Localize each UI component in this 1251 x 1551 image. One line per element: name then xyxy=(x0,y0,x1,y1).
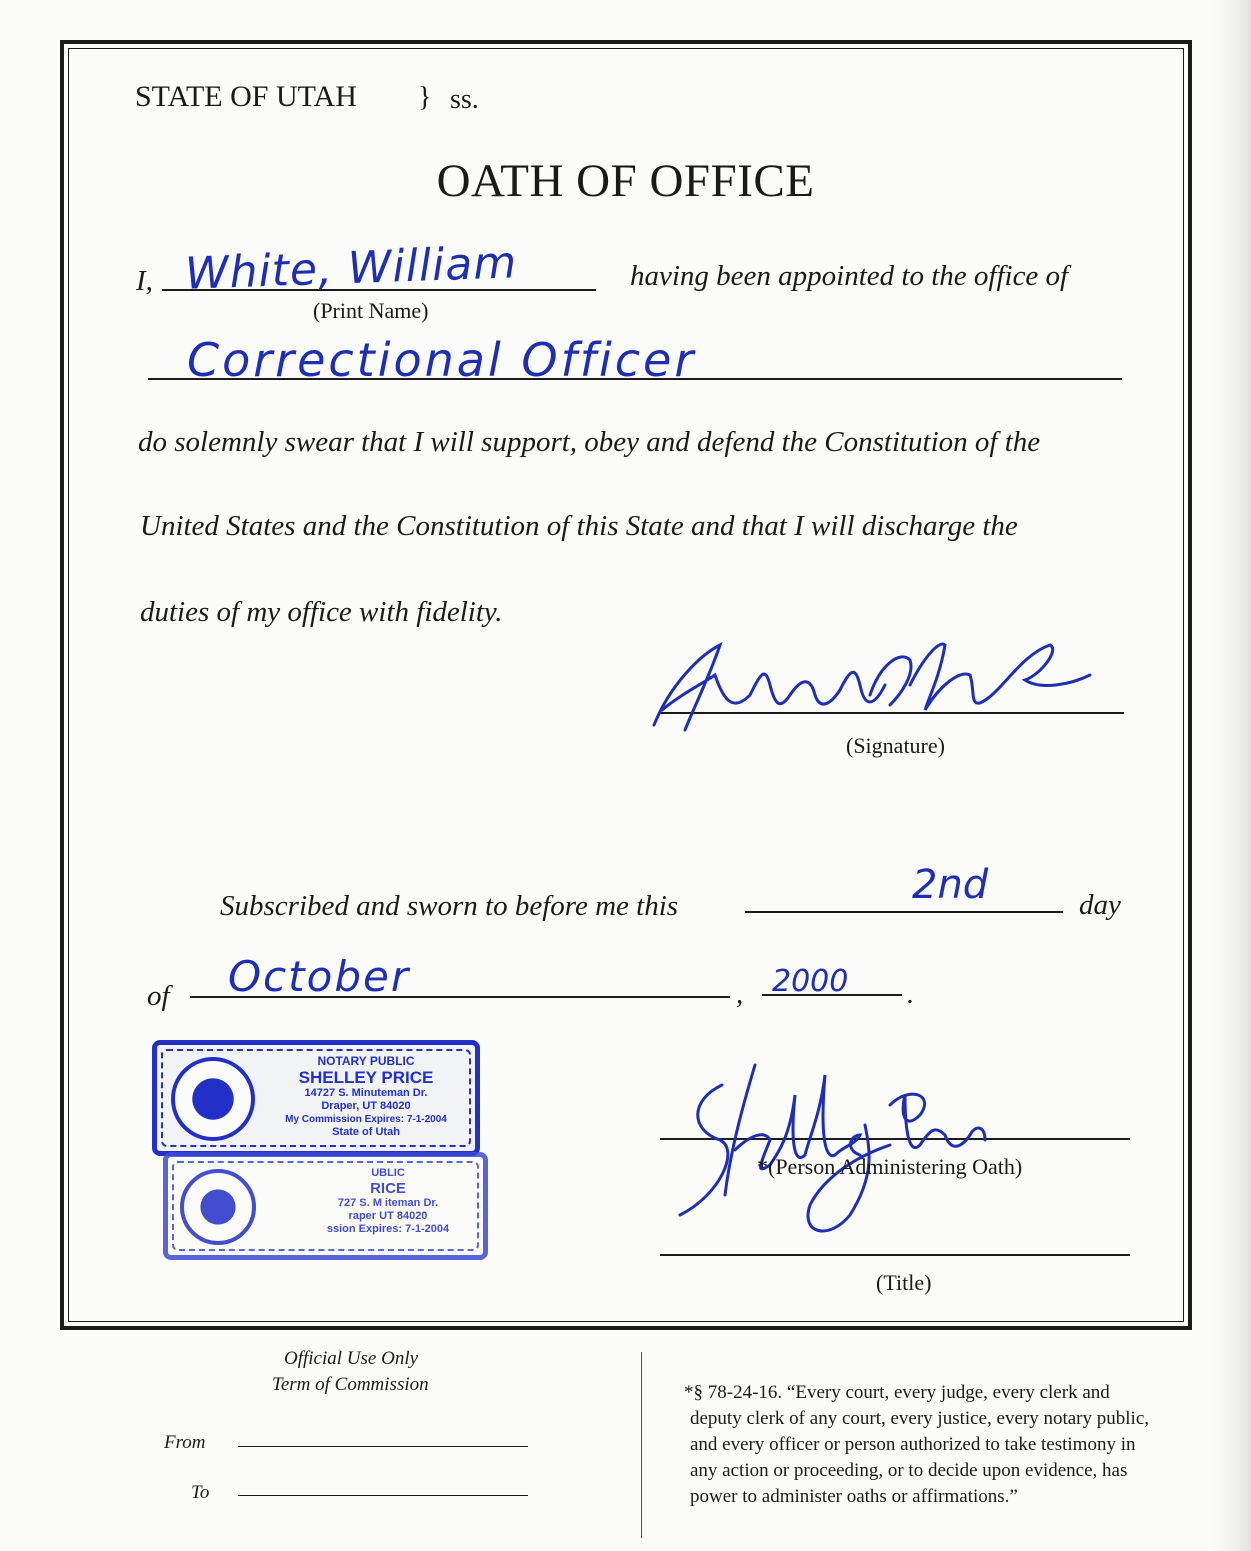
office-handwritten: Correctional Officer xyxy=(187,333,697,387)
state-heading: STATE OF UTAH xyxy=(135,80,357,113)
venue-ss: ss. xyxy=(450,84,479,115)
title-line xyxy=(660,1254,1130,1256)
administrator-signature xyxy=(660,1055,1000,1240)
stamp-line-4: Draper, UT 84020 xyxy=(321,1100,411,1112)
from-label: From xyxy=(164,1432,206,1453)
month-handwritten: October xyxy=(228,952,411,1001)
officer-signature xyxy=(640,615,1100,745)
signature-caption: (Signature) xyxy=(846,733,945,758)
notary-stamp xyxy=(152,1040,480,1156)
faded-line-5: ssion Expires: 7-1-2004 xyxy=(326,1223,450,1235)
stamp-line-1: NOTARY PUBLIC xyxy=(317,1054,415,1068)
faded-line-1: UBLIC xyxy=(371,1167,405,1179)
date-period: . xyxy=(907,978,915,1010)
to-field[interactable] xyxy=(238,1495,528,1496)
footnote-line-5: power to administer oaths or affirmations.” xyxy=(690,1486,1018,1507)
notary-stamp-faded xyxy=(163,1152,488,1260)
oath-prefix: I, xyxy=(136,265,153,297)
stamp-line-5: My Commission Expires: 7-1-2004 xyxy=(285,1114,447,1125)
page-edge-shadow xyxy=(1213,0,1251,1551)
to-label: To xyxy=(191,1482,210,1503)
oath-body-line-3: duties of my office with fidelity. xyxy=(140,596,503,628)
stamp-line-2: SHELLEY PRICE xyxy=(298,1068,434,1087)
stamp-line-6: State of Utah xyxy=(332,1126,400,1138)
year-handwritten: 2000 xyxy=(772,964,849,999)
day-word: day xyxy=(1079,889,1121,921)
oath-body-line-1: do solemnly swear that I will support, obey and defend the Constitution of the xyxy=(138,426,1041,458)
state-seal-faded-icon xyxy=(180,1169,256,1245)
venue-brace: } xyxy=(418,82,432,113)
title-caption: (Title) xyxy=(876,1270,932,1295)
stamp-line-3: 14727 S. Minuteman Dr. xyxy=(304,1087,428,1099)
page-title: OATH OF OFFICE xyxy=(436,155,815,207)
of-word: of xyxy=(147,980,170,1012)
faded-line-2: RICE xyxy=(370,1180,406,1197)
faded-line-3: 727 S. M iteman Dr. xyxy=(337,1197,439,1209)
term-of-commission-heading: Term of Commission xyxy=(272,1374,429,1395)
footnote-line-2: deputy clerk of any court, every justice, every notary public, xyxy=(690,1408,1149,1429)
state-seal-icon xyxy=(171,1057,255,1141)
appointed-text: having been appointed to the office of xyxy=(630,260,1069,292)
subscribed-text: Subscribed and sworn to before me this xyxy=(220,890,679,922)
date-comma: , xyxy=(736,978,744,1010)
footnote-line-3: and every officer or person authorized to take testimony in xyxy=(690,1434,1136,1455)
footnote-line-4: any action or proceeding, or to decide upon evidence, has xyxy=(690,1460,1128,1481)
name-caption: (Print Name) xyxy=(313,298,429,323)
oath-body-line-2: United States and the Constitution of this State and that I will discharge the xyxy=(140,510,1018,542)
footnote-line-1: *§ 78-24-16. “Every court, every judge, every clerk and xyxy=(684,1382,1110,1403)
day-line xyxy=(745,911,1063,913)
name-handwritten: White, William xyxy=(184,237,518,300)
from-field[interactable] xyxy=(238,1446,528,1447)
section-divider xyxy=(641,1352,642,1538)
administrator-caption: *(Person Administering Oath) xyxy=(757,1154,1023,1179)
official-use-heading: Official Use Only xyxy=(284,1348,419,1369)
day-handwritten: 2nd xyxy=(912,862,989,908)
faded-line-4: raper UT 84020 xyxy=(348,1210,428,1222)
